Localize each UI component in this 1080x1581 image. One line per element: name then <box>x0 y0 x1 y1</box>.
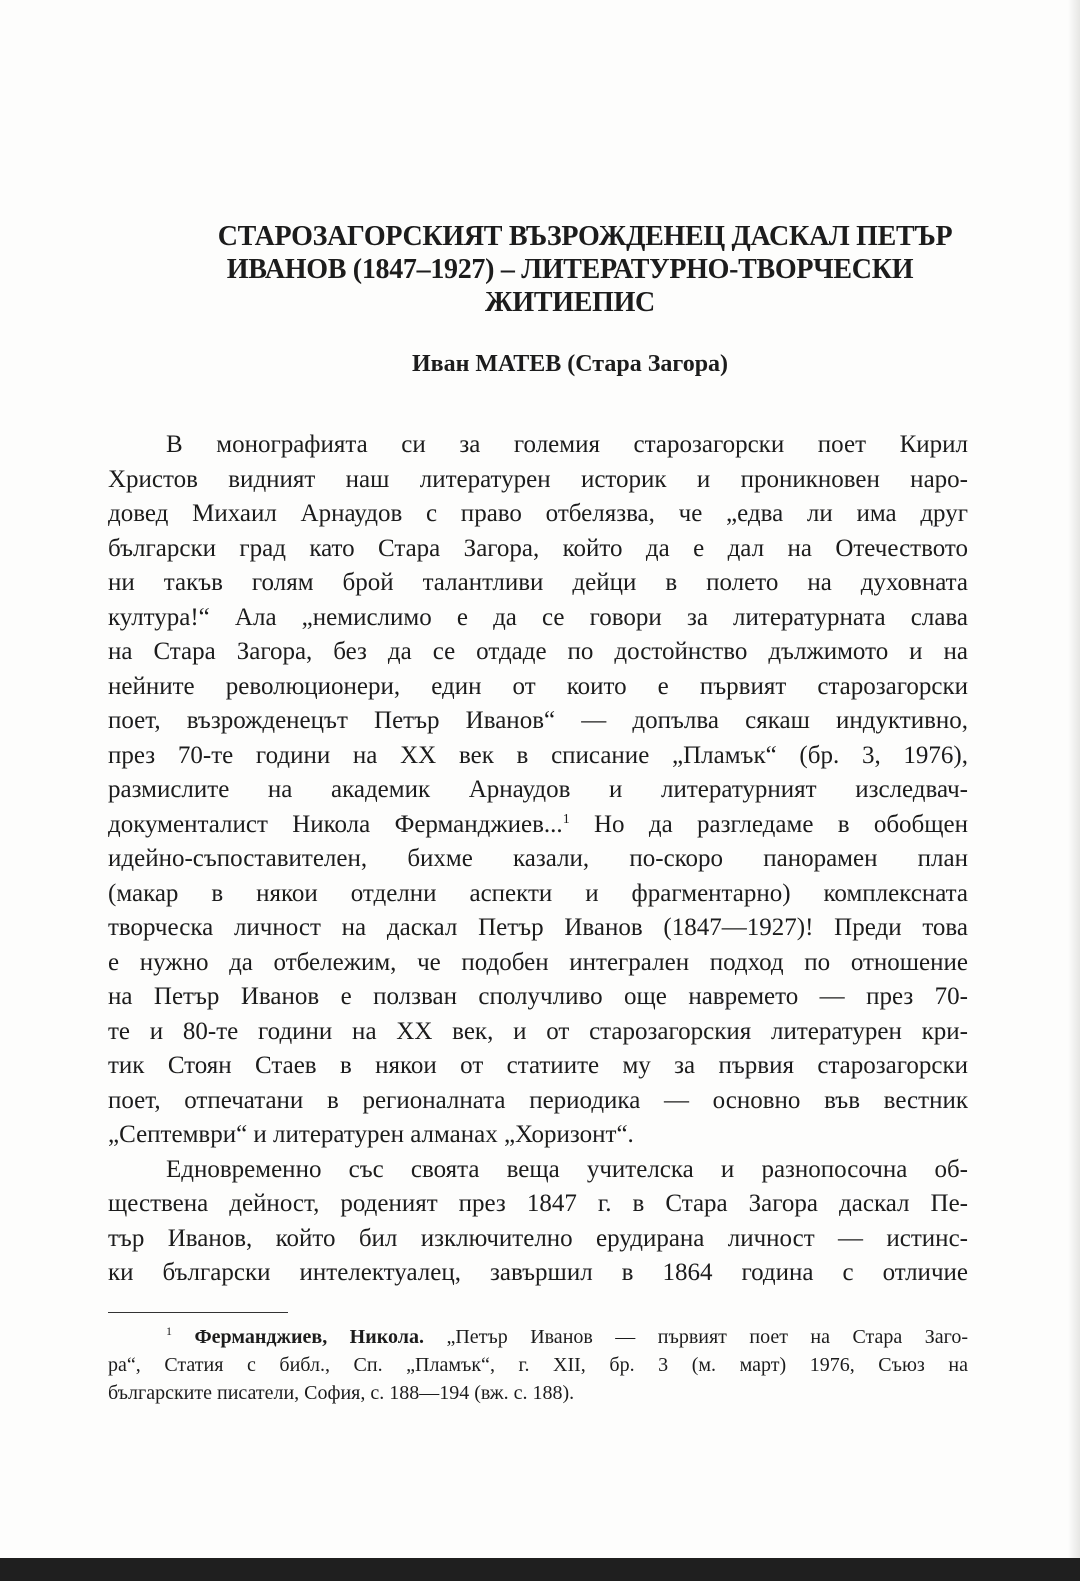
footnote-number: 1 <box>166 1324 172 1338</box>
text-line: идейно-съпоставителен, бихме казали, по-скоро панорамен план <box>108 845 968 872</box>
footnote-line: ра“, Статия с библ., Сп. „Пламък“, г. XII, бр. 3 (м. март) 1976, Съюз на <box>108 1354 968 1376</box>
text-line: Едновременно със своята веща учителска и разнопосочна об- <box>166 1155 968 1183</box>
text-line: ществена дейност, роденият през 1847 г. в Стара Загора даскал Пе- <box>108 1190 968 1217</box>
text-line: поет, отпечатани в регионалната периодика — основно във вестник <box>108 1086 968 1114</box>
text-line: размислите на академик Арнаудов и литературният изследвач- <box>108 776 968 803</box>
title-line: ЖИТИЕПИС <box>485 287 655 318</box>
footnote-reference: 1 <box>562 811 570 827</box>
text-line: ни такъв голям брой талантливи дейци в полето на духовната <box>108 569 968 596</box>
footnote-separator <box>108 1312 288 1313</box>
text-line: тик Стоян Стаев в някои от статиите му за първия старозагорски <box>108 1052 968 1079</box>
article-title <box>150 220 990 319</box>
footnote-line: българските писатели, София, с. 188—194 (вж. с. 188). <box>108 1382 575 1404</box>
title-line: СТАРОЗАГОРСКИЯТ ВЪЗРОЖДЕНЕЦ ДАСКАЛ ПЕТЪР <box>217 221 953 252</box>
scan-edge-shadow <box>1068 0 1080 1558</box>
text-line: Христов видният наш литературен историк и проникновен наро- <box>108 465 968 493</box>
text-line: тър Иванов, който бил изключително ерудирана личност — истинс- <box>108 1224 968 1252</box>
text-line: през 70-те години на ХХ век в списание „Пламък“ (бр. 3, 1976), <box>108 741 968 769</box>
text-line: В монографията си за големия старозагорски поет Кирил <box>166 431 968 458</box>
article-body <box>108 428 968 1291</box>
text-segment: документалист Никола Ферманджиев... <box>108 810 563 838</box>
title-line: ИВАНОВ (1847–1927) – ЛИТЕРАТУРНО-ТВОРЧЕСКИ <box>226 254 914 285</box>
footnote-line <box>108 1323 968 1351</box>
footnote-text: „Петър Иванов — първият поет на Стара Заго- <box>423 1326 969 1348</box>
text-segment: Но да разгледаме в обобщен <box>594 810 968 838</box>
text-line: „Септември“ и литературен алманах „Хоризонт“. <box>108 1121 634 1148</box>
article-author: Иван МАТЕВ (Стара Загора) <box>411 351 729 377</box>
text-line: нейните революционери, един от които е първият старозагорски <box>108 672 968 700</box>
footnote <box>108 1323 968 1407</box>
text-line: български град като Стара Загора, който да е дал на Отечеството <box>108 534 968 562</box>
scan-bottom-border <box>0 1558 1080 1581</box>
text-line-with-footnote <box>108 808 968 843</box>
text-line: на Петър Иванов е ползван сполучливо още навремето — през 70- <box>108 983 968 1010</box>
text-line: поет, възрожденецът Петър Иванов“ — допълва сякаш индуктивно, <box>108 707 968 734</box>
text-line: довед Михаил Арнаудов с право отбелязва, че „едва ли има друг <box>108 500 968 527</box>
footnote-author: Ферманджиев, Никола. <box>194 1326 424 1348</box>
text-line: (макар в някои отделни аспекти и фрагментарно) комплексната <box>108 879 968 907</box>
text-line: култура!“ Ала „немислимо е да се говори за литературната слава <box>108 603 968 631</box>
text-line: те и 80-те години на ХХ век, и от старозагорския литературен кри- <box>108 1017 968 1045</box>
text-line: творческа личност на даскал Петър Иванов (1847—1927)! Преди това <box>108 914 968 941</box>
text-line: на Стара Загора, без да се отдаде по достойнство дължимото и на <box>108 638 968 665</box>
text-line: ки български интелектуалец, завършил в 1864 година с отличие <box>108 1259 968 1286</box>
text-line: е нужно да отбележим, че подобен интегрален подход по отношение <box>108 948 968 976</box>
